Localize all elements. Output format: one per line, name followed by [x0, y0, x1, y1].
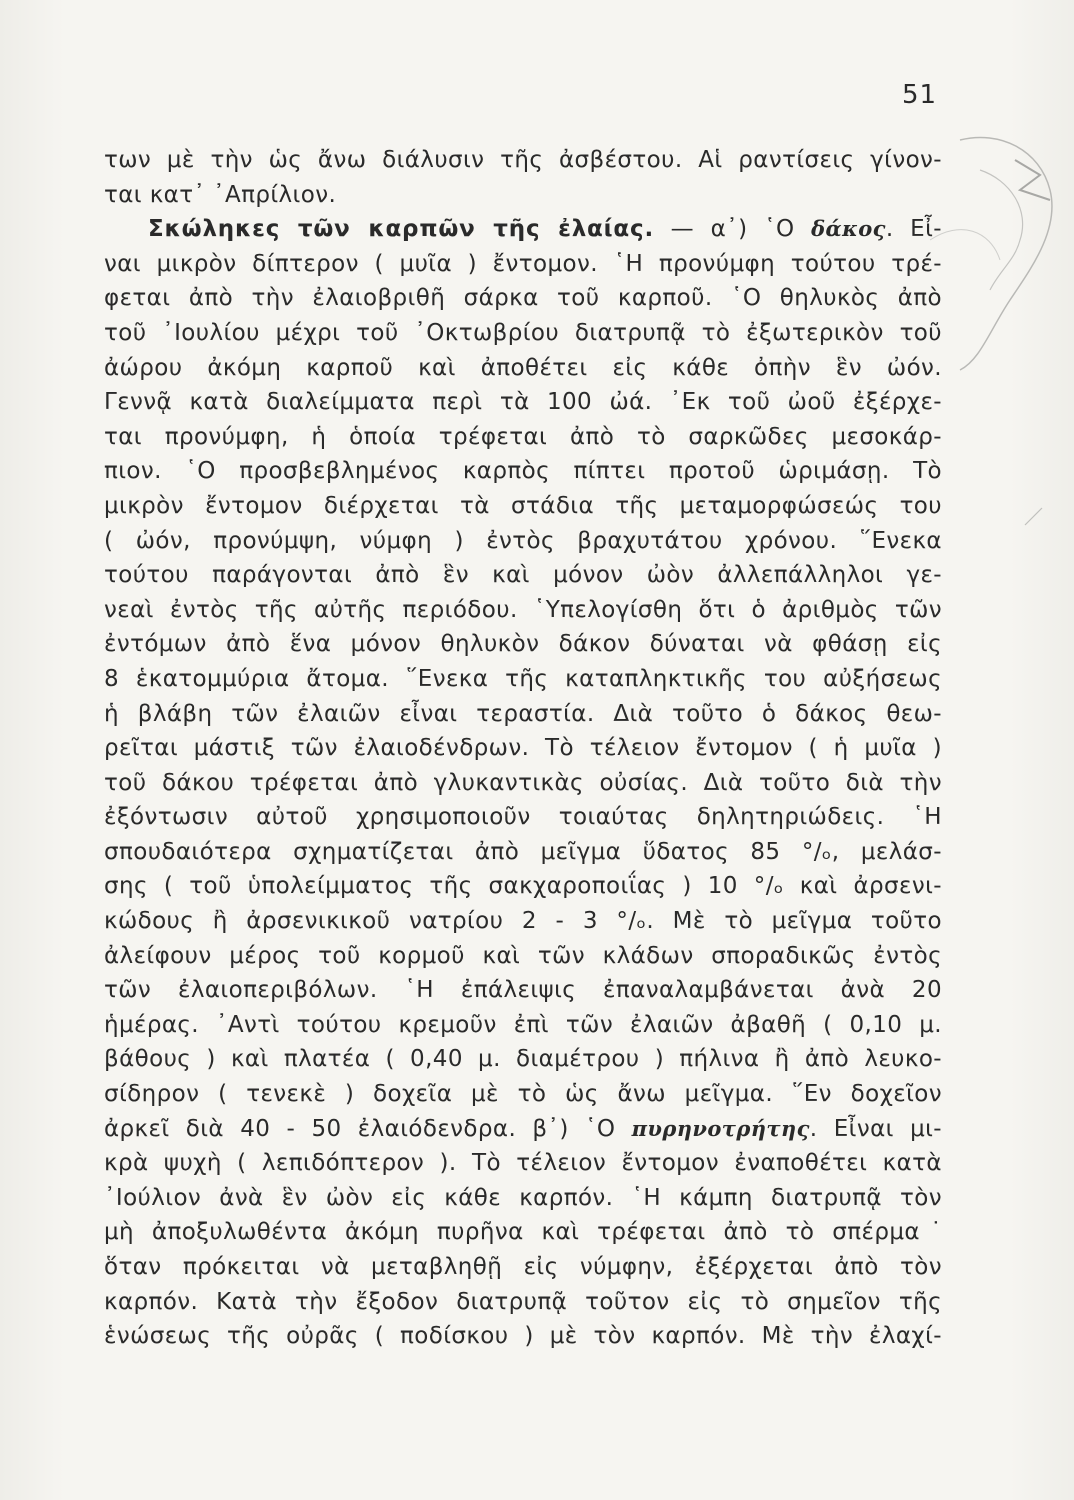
section-heading-line [104, 212, 942, 247]
term-pyrinotritis: πυρηνοτρήτης [631, 1115, 810, 1141]
text-line: ἀλείφουν μέρος τοῦ κορμοῦ καὶ τῶν κλάδων σποραδικῶς ἐντὸς [104, 942, 942, 969]
text-line: ἐξόντωσιν αὐτοῦ χρησιμοποιοῦν τοιαύτας δηλητηριώδεις. ῾Η [104, 804, 942, 831]
text-line: ἡμέρας. ᾽Αντὶ τούτου κρεμοῦν ἐπὶ τῶν ἐλαιῶν ἀβαθῆ ( 0,10 μ. [104, 1011, 942, 1038]
text-line: βάθους ) καὶ πλατέα ( 0,40 μ. διαμέτρου ) πήλινα ἢ ἀπὸ λευκο- [104, 1046, 942, 1073]
text-line: τοῦ ᾽Ιουλίου μέχρι τοῦ ᾽Οκτωβρίου διατρυπᾷ τὸ ἐξωτερικὸν τοῦ [104, 319, 942, 346]
text-line: ἐντόμων ἀπὸ ἕνα μόνον θηλυκὸν δάκον δύναται νὰ φθάσῃ εἰς [104, 631, 942, 658]
term-line-before: ἀρκεῖ διὰ 40 - 50 ἐλαιόδενδρα. β᾽) ῾Ο [104, 1115, 632, 1142]
text-line: ται κατ᾽ ᾽Απρίλιον. [104, 181, 337, 208]
text-line: Γεννᾷ κατὰ διαλείμματα περὶ τὰ 100 ὠά. ᾽Εκ τοῦ ὠοῦ ἐξέρχε- [104, 389, 942, 416]
heading-tail: . Εἶ- [885, 216, 942, 243]
text-line: φεται ἀπὸ τὴν ἐλαιοβριθῆ σάρκα τοῦ καρποῦ. ῾Ο θηλυκὸς ἀπὸ [104, 285, 942, 312]
text-line: 8 ἑκατομμύρια ἄτομα. ῞Ενεκα τῆς καταπληκτικῆς του αὐξήσεως [104, 665, 942, 692]
text-line: των μὲ τὴν ὡς ἄνω διάλυσιν τῆς ἀσβέστου. Αἱ ραντίσεις γίνον- [104, 147, 942, 173]
text-line: σπουδαιότερα σχηματίζεται ἀπὸ μεῖγμα ὕδατος 85 °/ₒ, μελάσ- [104, 838, 942, 865]
text-line: ἀώρου ἀκόμη καρποῦ καὶ ἀποθέτει εἰς κάθε ὀπὴν ἓν ὠόν. [104, 354, 942, 381]
text-line: ναι μικρὸν δίπτερον ( μυῖα ) ἔντομον. ῾Η προνύμφη τούτου τρέ- [104, 250, 942, 277]
text-line: νεαὶ ἐντὸς τῆς αὐτῆς περιόδου. ῾Υπελογίσθη ὅτι ὁ ἀριθμὸς τῶν [104, 596, 942, 623]
text-line: τούτου παράγονται ἀπὸ ἓν καὶ μόνον ὠὸν ἀλλεπάλληλοι γε- [104, 562, 942, 589]
text-line: καρπόν. Κατὰ τὴν ἔξοδον διατρυπᾷ τοῦτον εἰς τὸ σημεῖον τῆς [104, 1288, 942, 1315]
text-line: τοῦ δάκου τρέφεται ἀπὸ γλυκαντικὰς οὐσίας. Διὰ τοῦτο διὰ τὴν [104, 769, 942, 796]
text-line: ( ὠόν, προνύμψη, νύμφη ) ἐντὸς βραχυτάτου χρόνου. ῞Ενεκα [104, 527, 942, 554]
text-line: ἑνώσεως τῆς οὐρᾶς ( ποδίσκου ) μὲ τὸν καρπόν. Μὲ τὴν ἐλαχί- [104, 1323, 942, 1350]
text-line: κρὰ ψυχὴ ( λεπιδόπτερον ). Τὸ τέλειον ἔντομον ἐναποθέτει κατὰ [104, 1150, 942, 1177]
text-line: ἡ βλάβη τῶν ἐλαιῶν εἶναι τεραστία. Διὰ τοῦτο ὁ δάκος θεω- [104, 700, 942, 727]
text-line: πιον. ῾Ο προσβεβλημένος καρπὸς πίπτει προτοῦ ὡριμάσῃ. Τὸ [104, 458, 942, 485]
text-line: ὅταν πρόκειται νὰ μεταβληθῇ εἰς νύμφην, ἐξέρχεται ἀπὸ τὸν [104, 1254, 942, 1280]
text-line: σίδηρον ( τενεκὲ ) δοχεῖα μὲ τὸ ὡς ἄνω μεῖγμα. ῞Εν δοχεῖον [104, 1081, 942, 1108]
text-line: ρεῖται μάστιξ τῶν ἐλαιοδένδρων. Τὸ τέλειον ἔντομον ( ἡ μυῖα ) [104, 735, 942, 762]
text-line: σης ( τοῦ ὑπολείμματος τῆς σακχαροποιΐας ) 10 °/ₒ καὶ ἀρσενι- [104, 873, 942, 900]
margin-mark-icon [1020, 500, 1050, 530]
section-heading: Σκώληκες τῶν καρπῶν τῆς ἐλαίας. [148, 216, 654, 243]
term-line [104, 1112, 942, 1147]
text-line: κώδους ἢ ἀρσενικικοῦ νατρίου 2 - 3 °/ₒ. Μὲ τὸ μεῖγμα τοῦτο [104, 908, 942, 935]
term-line-after: . Εἶναι μι- [809, 1115, 942, 1142]
heading-continuation: — α᾽) ῾Ο [654, 216, 812, 243]
term-dakos: δάκος [811, 216, 886, 242]
text-line: τῶν ἐλαιοπεριβόλων. ῾Η ἐπάλειψις ἐπαναλαμβάνεται ἀνὰ 20 [104, 977, 942, 1004]
text-line: μικρὸν ἔντομον διέρχεται τὰ στάδια τῆς μεταμορφώσεώς του [104, 492, 942, 519]
text-line: ᾽Ιούλιον ἀνὰ ἓν ὠὸν εἰς κάθε καρπόν. ῾Η κάμπη διατρυπᾷ τὸν [104, 1184, 942, 1211]
text-line: μὴ ἀποξυλωθέντα ἀκόμη πυρῆνα καὶ τρέφεται ἀπὸ τὸ σπέρμα˙ [104, 1219, 942, 1246]
pencil-sketch-icon [920, 120, 1070, 380]
text-line: ται προνύμφη, ἡ ὁποία τρέφεται ἀπὸ τὸ σαρκῶδες μεσοκάρ- [104, 423, 942, 450]
page-number: 51 [902, 80, 938, 110]
body-text [104, 143, 942, 1354]
